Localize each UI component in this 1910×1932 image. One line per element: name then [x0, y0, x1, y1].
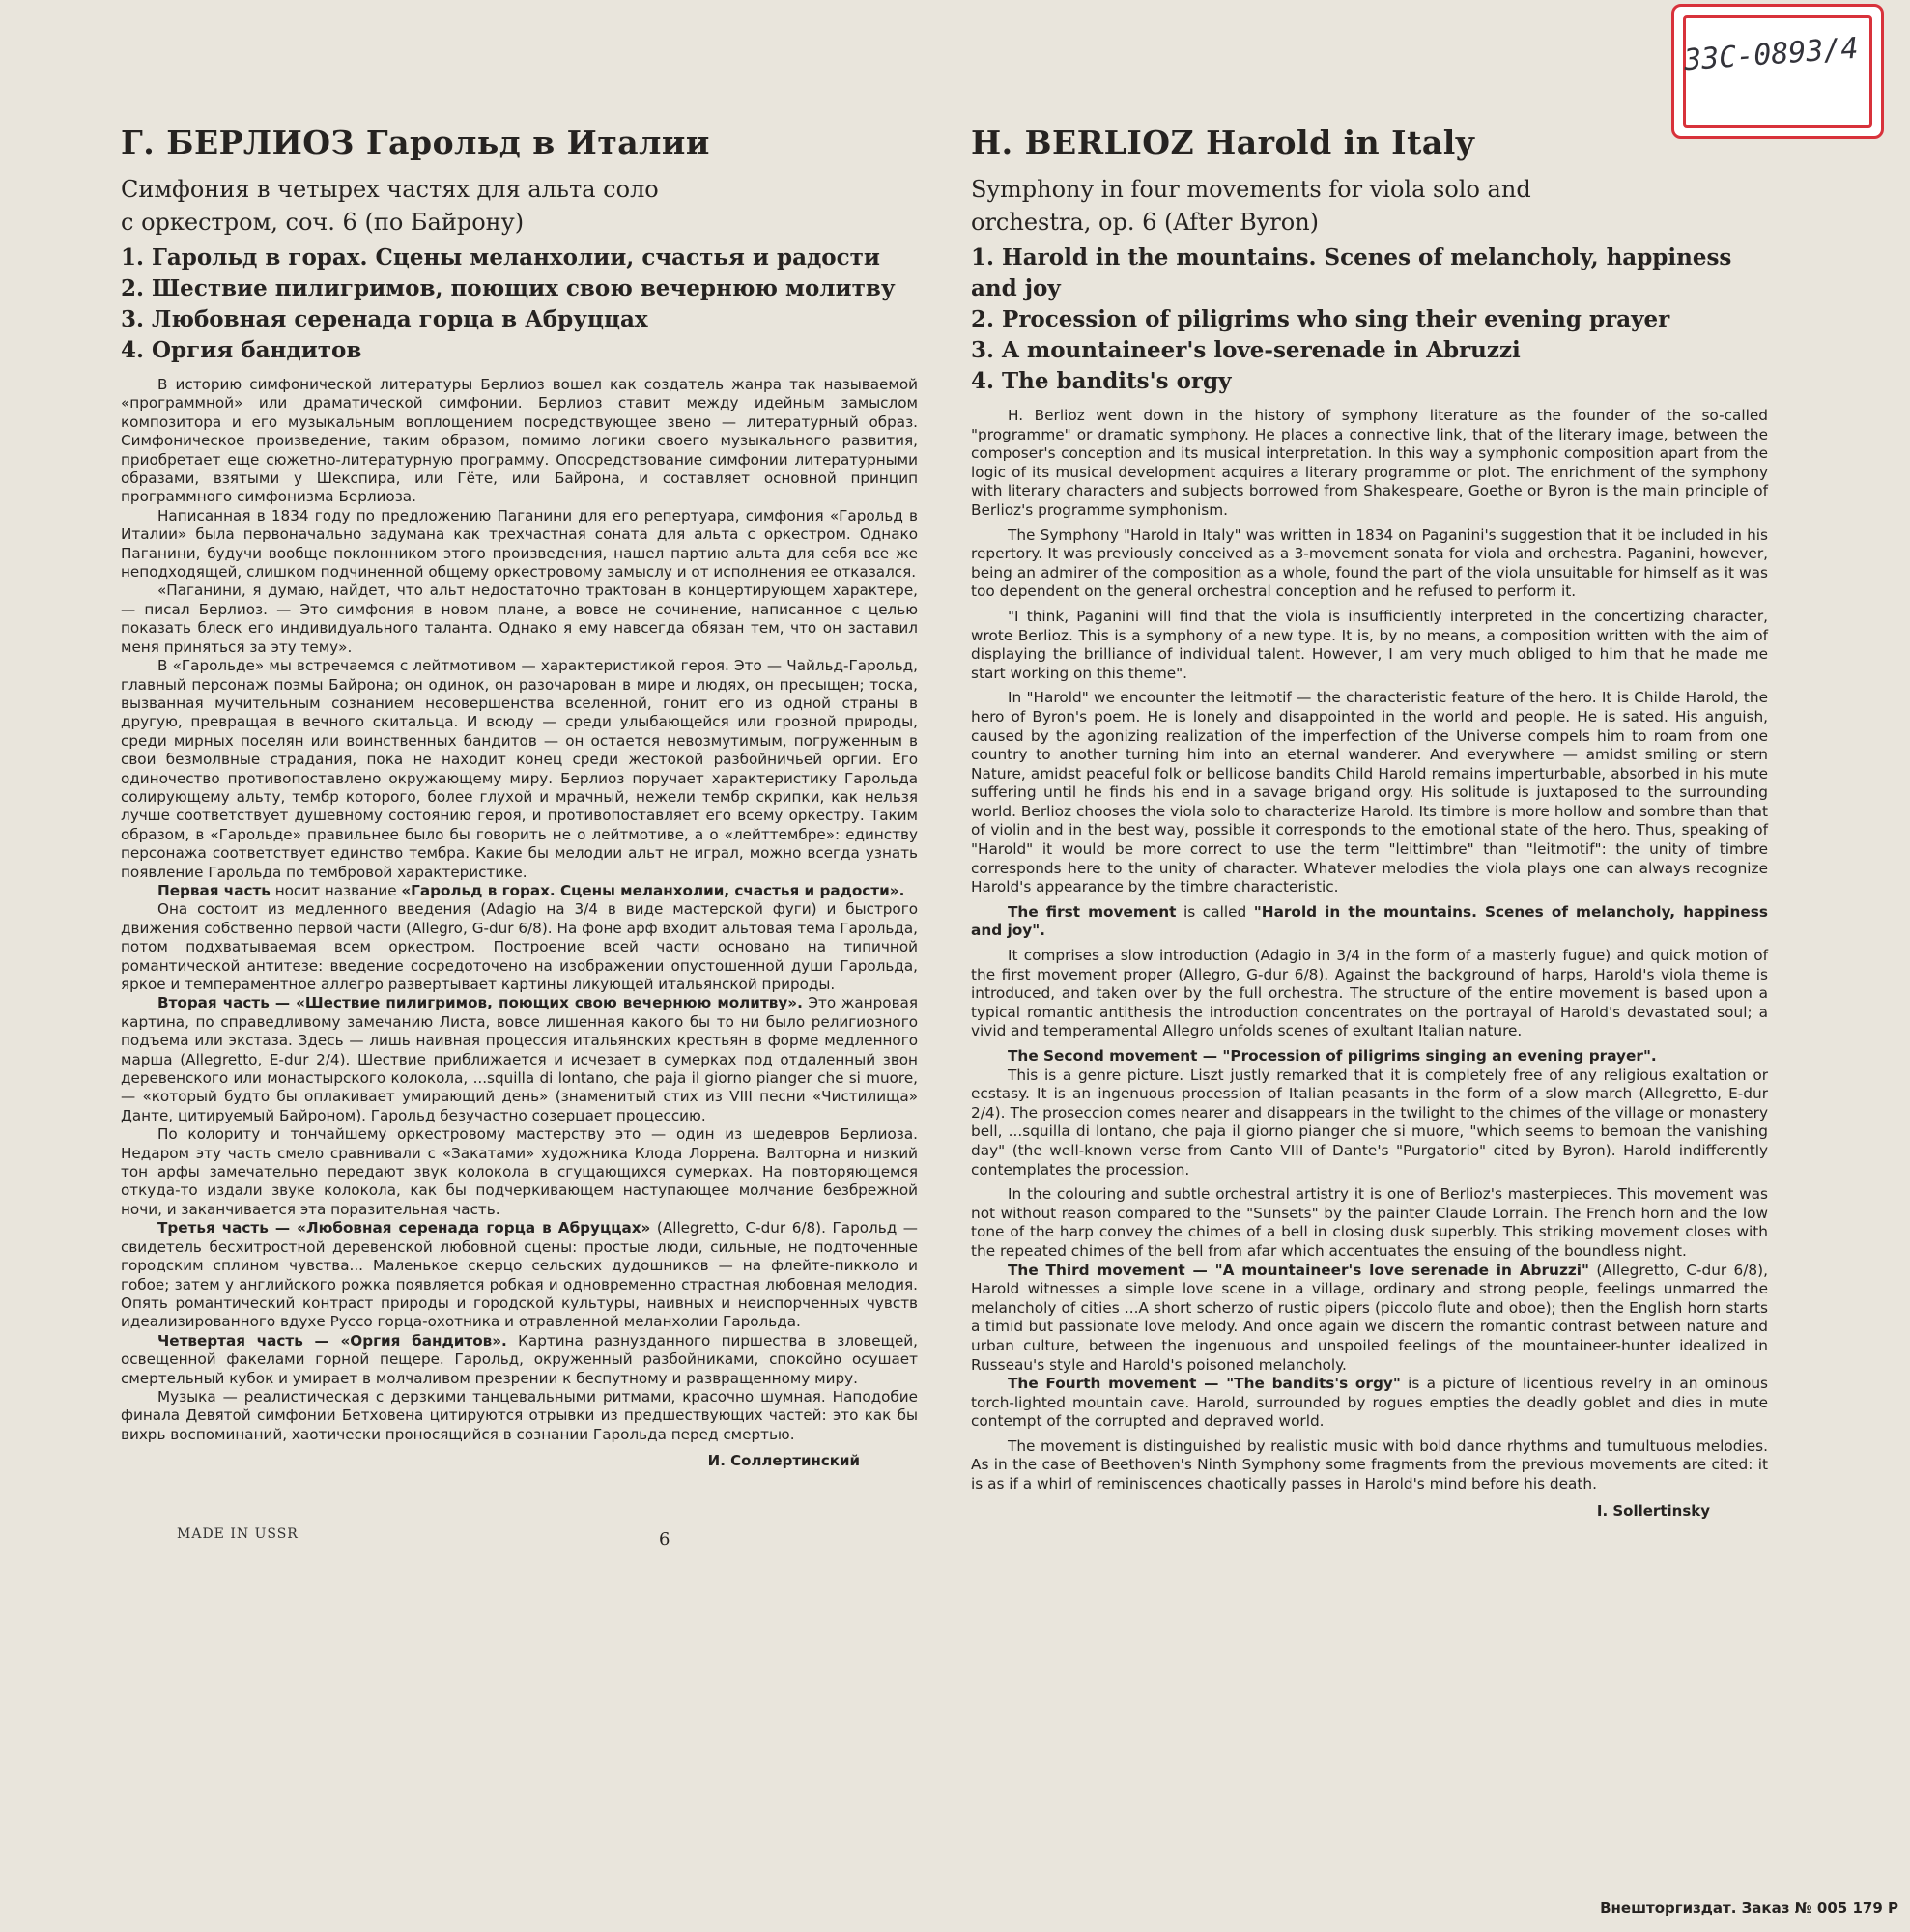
en-paragraph: "I think, Paganini will find that the viola is insufficiently interpreted in the concertizing character, wrote Berlioz. This is a symphony of a new type. It is, by no means, a composition written with the aim of displaying the brilliance of individual talent. However, I am very much obliged to him that he made me start working on this theme".: [971, 607, 1768, 682]
ru-movement3-paragraph: [121, 1219, 918, 1331]
en-movement1-name: "Harold in the mountains. Scenes of melancholy, happiness and joy".: [971, 902, 1768, 940]
ru-movement1-text: Она состоит из медленного введения (Adagio на 3/4 в виде мастерской фуги) и быстрого движения собственно первой части (Allegro, G-dur 6/8). На фоне арф входит альтовая тема Гарольда, потом подхватываемая всем оркестром. Построение всей части основано на типичной романтической антитезе: введение сосредоточено на изображении опустошенной души Гарольда, яркое и темпераментное аллегро развертывает картины ликующей итальянской природы.: [121, 900, 918, 993]
ru-movement1-mid: носит название: [270, 881, 402, 899]
en-final-paragraph: The movement is distinguished by realistic music with bold dance rhythms and tumultuous melodies. As in the case of Beethoven's Ninth Symphony some fragments from the previous movements are cited: it is as if a whirl of reminiscences chaotically passes in Harold's mind before his death.: [971, 1436, 1768, 1493]
en-subtitle-line: Symphony in four movements for viola solo and: [971, 176, 1531, 203]
ru-movement2-text2: По колориту и тончайшему оркестровому мастерству это — один из шедевров Берлиоза. Недаром эту часть смело сравнивали с «Закатами» художника Клода Лоррена. Валторна и низкий тон арфы замечательно передают звук колокола в сгущающихся сумерках. На повторяющемся откуда-то издали звуке колокола, как бы подчеркивающем наступающее молчание безбрежной ночи, и заканчивается эта поразительная часть.: [121, 1125, 918, 1218]
en-author-signature: I. Sollertinsky: [1596, 1501, 1710, 1520]
en-movement2-text2: In the colouring and subtle orchestral artistry it is one of Berlioz's masterpieces. This movement was not without reason compared to the "Sunsets" by the painter Claude Lorrain. The French horn and the low tone of the harp convey the chimes of a bell in closing dusk superbly. This striking movement closes with the repeated chimes of the bell from afar which accentuates the ensuing of the boundless night.: [971, 1185, 1768, 1260]
ru-subtitle-line: с оркестром, соч. 6 (по Байрону): [121, 209, 525, 236]
publisher-imprint: Внешторгиздат. Заказ № 005 179 Р: [1600, 1899, 1898, 1917]
en-movement1-text: It comprises a slow introduction (Adagio in 3/4 in the form of a masterly fugue) and quick motion of the first movement proper (Allegro, G-dur 6/8). Against the background of harps, Harold's viola theme is introduced, and taken over by the full orchestra. The structure of the entire movement is based upon a typical romantic antithesis the introduction concentrates on the portrayal of Harold's devastated soul; a vivid and temperamental Allegro unfolds scenes of exultant Italian nature.: [971, 947, 1768, 1040]
ru-movement1-heading: [121, 882, 918, 900]
en-movement3-label: The Third movement — "A mountaineer's love serenade in Abruzzi": [1008, 1261, 1589, 1279]
en-movement3-paragraph: [971, 1262, 1768, 1376]
en-movement-item: 2. Procession of piligrims who sing their evening prayer: [971, 306, 1670, 332]
ru-movement4-text: Картина разнузданного пиршества в зловещей, освещенной факелами горной пещере. Гарольд, окруженный разбойниками, спокойно осушает смертельный кубок и умирает в молчаливом презрении к беспутному и развращенному миру.: [121, 1331, 918, 1387]
page-number: 6: [659, 1529, 670, 1549]
stamp-catalog-number: 33С-0893/4: [1682, 31, 1860, 78]
made-in-label: MADE IN USSR: [177, 1526, 299, 1542]
ru-movement3-text: (Allegretto, C-dur 6/8). Гарольд — свидетель бесхитростной деревенской любовной сцены: простые люди, сильные, не подточенные городским сплином чувства... Маленькое скерцо сельских дудошников — на флейте-пикколо и гобое; затем у английского рожка появляется робкая и одновременно страстная любовная мелодия. Опять романтический контраст природы и городской культуры, наивных и неиспорченных чувств идеализированного вдухе Руссо горца-охотника и отравленной меланхолии Гарольда.: [121, 1219, 918, 1331]
en-body-text: [971, 407, 1768, 1494]
en-paragraph: The Symphony "Harold in Italy" was written in 1834 on Paganini's suggestion that it be included in his repertory. It was previously conceived as a 3-movement sonata for viola and orchestra. Paganini, however, being an admirer of the composition as a whole, found the part of the viola unsuitable for himself as it was too dependent on the general orchestral conception and he refused to perform it.: [971, 526, 1768, 601]
en-movement-item: 3. A mountaineer's love-serenade in Abruzzi: [971, 337, 1521, 363]
en-movement1-heading: [971, 903, 1768, 941]
en-paragraph: In "Harold" we encounter the leitmotif — the characteristic feature of the hero. It is Childe Harold, the hero of Byron's poem. He is lonely and disappointed in the world and people. He is sated. His anguish, caused by the agonizing realization of the imperfection of the Universe compels him to roam from one country to another turning him into an eternal wanderer. And everywhere — amidst smiling or stern Nature, amidst peaceful folk or bellicose bandits Child Harold remains imperturbable, absorbed in his mute suffering until he finds his end in a savage brigand orgy. His solitude is juxtaposed to the surrounding world. Berlioz chooses the viola solo to characterize Harold. Its timbre is more hollow and sombre than that of violin and in the best way, possible it corresponds to the emotional state of the hero. Thus, speaking of "Harold" it would be more correct to use the term "leittimbre" than "leitmotif": the unity of timbre corresponds here to the unity of character. Whatever melodies the viola plays one can always recognize Harold's appearance by the timbre characteristic.: [971, 689, 1768, 896]
en-movement2-text: This is a genre picture. Liszt justly remarked that it is completely free of any religious exaltation or ecstasy. It is an ingenuous procession of Italian peasants in the form of a slow march (Allegretto, E-dur 2/4). The prosecсion comes nearer and disappears in the twilight to the chimes of the village or monastery bell, ...squilla di lontano, che paja il giorno pianger che si muore, "which seems to bemoan the vanishing day" (the well-known verse from Canto VIII of Dante's "Purgatorio" cited by Byron). Harold indifferently contemplates the procession.: [971, 1065, 1768, 1179]
en-movement4-label: The Fourth movement — "The bandits's orgy": [1008, 1375, 1401, 1393]
ru-movement-list: [121, 242, 918, 366]
en-movement2-label: The Second movement — "Procession of piligrims singing an evening prayer".: [1008, 1047, 1657, 1065]
en-movement-item: 4. The bandits's orgy: [971, 368, 1232, 394]
ru-movement1-name: «Гарольд в горах. Сцены меланхолии, счастья и радости».: [401, 881, 905, 899]
ru-movement-item: 4. Оргия бандитов: [121, 337, 362, 363]
ru-paragraph: Написанная в 1834 году по предложению Паганини для его репертуара, симфония «Гарольд в Италии» была первоначально задумана как трехчастная соната для альта с оркестром. Однако Паганини, будучи вообще поклонником этого произведения, нашел партию альта для себя все же неподходящей, слишком подчиненной общему оркестровому замыслу и от исполнения ее отказался.: [121, 506, 918, 582]
en-movement2-heading: [971, 1047, 1768, 1066]
en-movement4-text: is a picture of licentious revelry in an ominous torch-lighted mountain cave. Harold, surrounded by rogues empties the deadly goblet and dies in mute contempt of the corrupted and depraved world.: [971, 1375, 1768, 1431]
ru-movement4-label: Четвертая часть — «Оргия бандитов».: [157, 1331, 507, 1350]
en-subtitle-line: orchestra, op. 6 (After Byron): [971, 209, 1320, 236]
en-subtitle: [971, 173, 1768, 239]
ru-movement-item: 3. Любовная серенада горца в Абруццах: [121, 306, 648, 332]
ru-title: Г. БЕРЛИОЗ Гарольд в Италии: [121, 124, 710, 161]
ru-movement-item: 2. Шествие пилигримов, поющих свою вечернюю молитву: [121, 275, 896, 301]
ru-movement-item: 1. Гарольд в горах. Сцены меланхолии, счастья и радости: [121, 244, 880, 270]
ru-body-text: [121, 376, 918, 1444]
library-stamp: [1671, 4, 1884, 139]
ru-subtitle-line: Симфония в четырех частях для альта соло: [121, 176, 659, 203]
en-movement3-text: (Allegretto, C-dur 6/8), Harold witnesses a simple love scene in a village, ordinary and strong people, feelings unmarred the melancholy of cities ...A short scherzo of rustic pipers (piccolo flute and oboe); then the English horn starts a timid but passionate love melody. And once again we discern the romantic contrast between nature and urban culture, between the ingenuous and unspoiled feelings of the mountaineer-hunter idealized in Russeau's style and Harold's poisoned melancholy.: [971, 1261, 1768, 1374]
en-movement4-paragraph: [971, 1375, 1768, 1432]
ru-paragraph: «Паганини, я думаю, найдет, что альт недостаточно трактован в концертирующем характере, — писал Берлиоз. — Это симфония в новом плане, а вовсе не сочинение, написанное с целью показать блеск его индивидуального таланта. Однако я ему навсегда обязан тем, что он заставил меня приняться за эту тему».: [121, 582, 918, 656]
en-movement-list: [971, 242, 1768, 397]
ru-movement2-text: Это жанровая картина, по справедливому замечанию Листа, вовсе лишенная какого бы то ни было религиозного подъема или экстаза. Здесь — лишь наивная процессия итальянских крестьян в форме медленного марша (Allegretto, E-dur 2/4). Шествие приближается и исчезает в сумерках под отдаленный звон деревенского или монастырского колокола, ...squilla di lontano, che paja il giorno pianger che si muore, — «который будто бы оплакивает умирающий день» (знаменитый стих из VIII песни «Чистилища» Данте, цитируемый Байроном). Гарольд безучастно созерцает процессию.: [121, 994, 918, 1124]
ru-final-paragraph: Музыка — реалистическая с дерзкими танцевальными ритмами, красочно шумная. Наподобие финала Девятой симфонии Бетховена цитируются отрывки из предшествующих частей: это как бы вихрь воспоминаний, хаотически проносящийся в сознании Гарольда перед смертью.: [121, 1387, 918, 1443]
ru-movement3-label: Третья часть — «Любовная серенада горца в Абруццах»: [157, 1219, 651, 1237]
ru-subtitle: [121, 173, 918, 239]
ru-paragraph: В историю симфонической литературы Берлиоз вошел как создатель жанра так называемой «программной» или драматической симфонии. Берлиоз ставит между идейным замыслом композитора и его музыкальным воплощением посредствующее звено — литературный образ. Симфоническое произведение, таким образом, помимо логики своего музыкального развития, приобретает еще сюжетно-литературную программу. Опосредствование симфонии литературными образами, взятыми у Шекспира, или Гёте, или Байрона, и составляет основной принцип программного симфонизма Берлиоза.: [121, 376, 918, 506]
ru-movement2-paragraph: [121, 994, 918, 1125]
ru-movement1-label: Первая часть: [157, 881, 271, 899]
en-title: H. BERLIOZ Harold in Italy: [971, 124, 1475, 161]
russian-column: [121, 124, 918, 1469]
en-movement1-label: The first movement: [1008, 902, 1177, 921]
ru-author-signature: И. Соллертинский: [707, 1452, 860, 1470]
ru-movement4-paragraph: [121, 1332, 918, 1388]
english-column: [971, 124, 1768, 1520]
ru-movement2-label: Вторая часть — «Шествие пилигримов, поющих свою вечернюю молитву».: [157, 994, 803, 1012]
en-movement1-mid: is called: [1176, 902, 1254, 921]
ru-paragraph: В «Гарольде» мы встречаемся с лейтмотивом — характеристикой героя. Это — Чайльд-Гарольд, главный персонаж поэмы Байрона; он одинок, он разочарован в мире и людях, он пресыщен; тоска, вызванная мучительным сознанием несовершенства вселенной, гонит его из одной страны в другую, превращая в вечного скитальца. И всюду — среди улыбающейся или грозной природы, среди мирных поселян или воинственных бандитов — он остается невозмутимым, погруженным в свои безмолвные страдания, пока не находит конец среди жестокой разбойничьей оргии. Его одиночество противопоставлено окружающему миру. Берлиоз поручает характеристику Гарольда солирующему альту, тембр которого, более глухой и мрачный, нежели тембр скрипки, как нельзя лучше соответствует душевному состоянию героя, и противопоставляет его всему оркестру. Таким образом, в «Гарольде» правильнее было бы говорить не о лейтмотиве, а о «лейттембре»: единству персонажа соответствует единство тембра. Какие бы мелодии альт не играл, можно всегда узнать появление Гарольда по тембровой характеристике.: [121, 657, 918, 881]
en-paragraph: H. Berlioz went down in the history of symphony literature as the founder of the so-called "programme" or dramatic symphony. He places a connective link, that of the literary image, between the composer's conception and its musical interpretation. In this way a symphonic composition apart from the logic of its musical development acquires a literary programme or plot. The enrichment of the symphony with literary characters and subjects borrowed from Shakespeare, Goethe or Byron is the main principle of Berlioz's programme symphonism.: [971, 407, 1768, 519]
en-movement-item: 1. Harold in the mountains. Scenes of melancholy, happiness and joy: [971, 244, 1732, 301]
